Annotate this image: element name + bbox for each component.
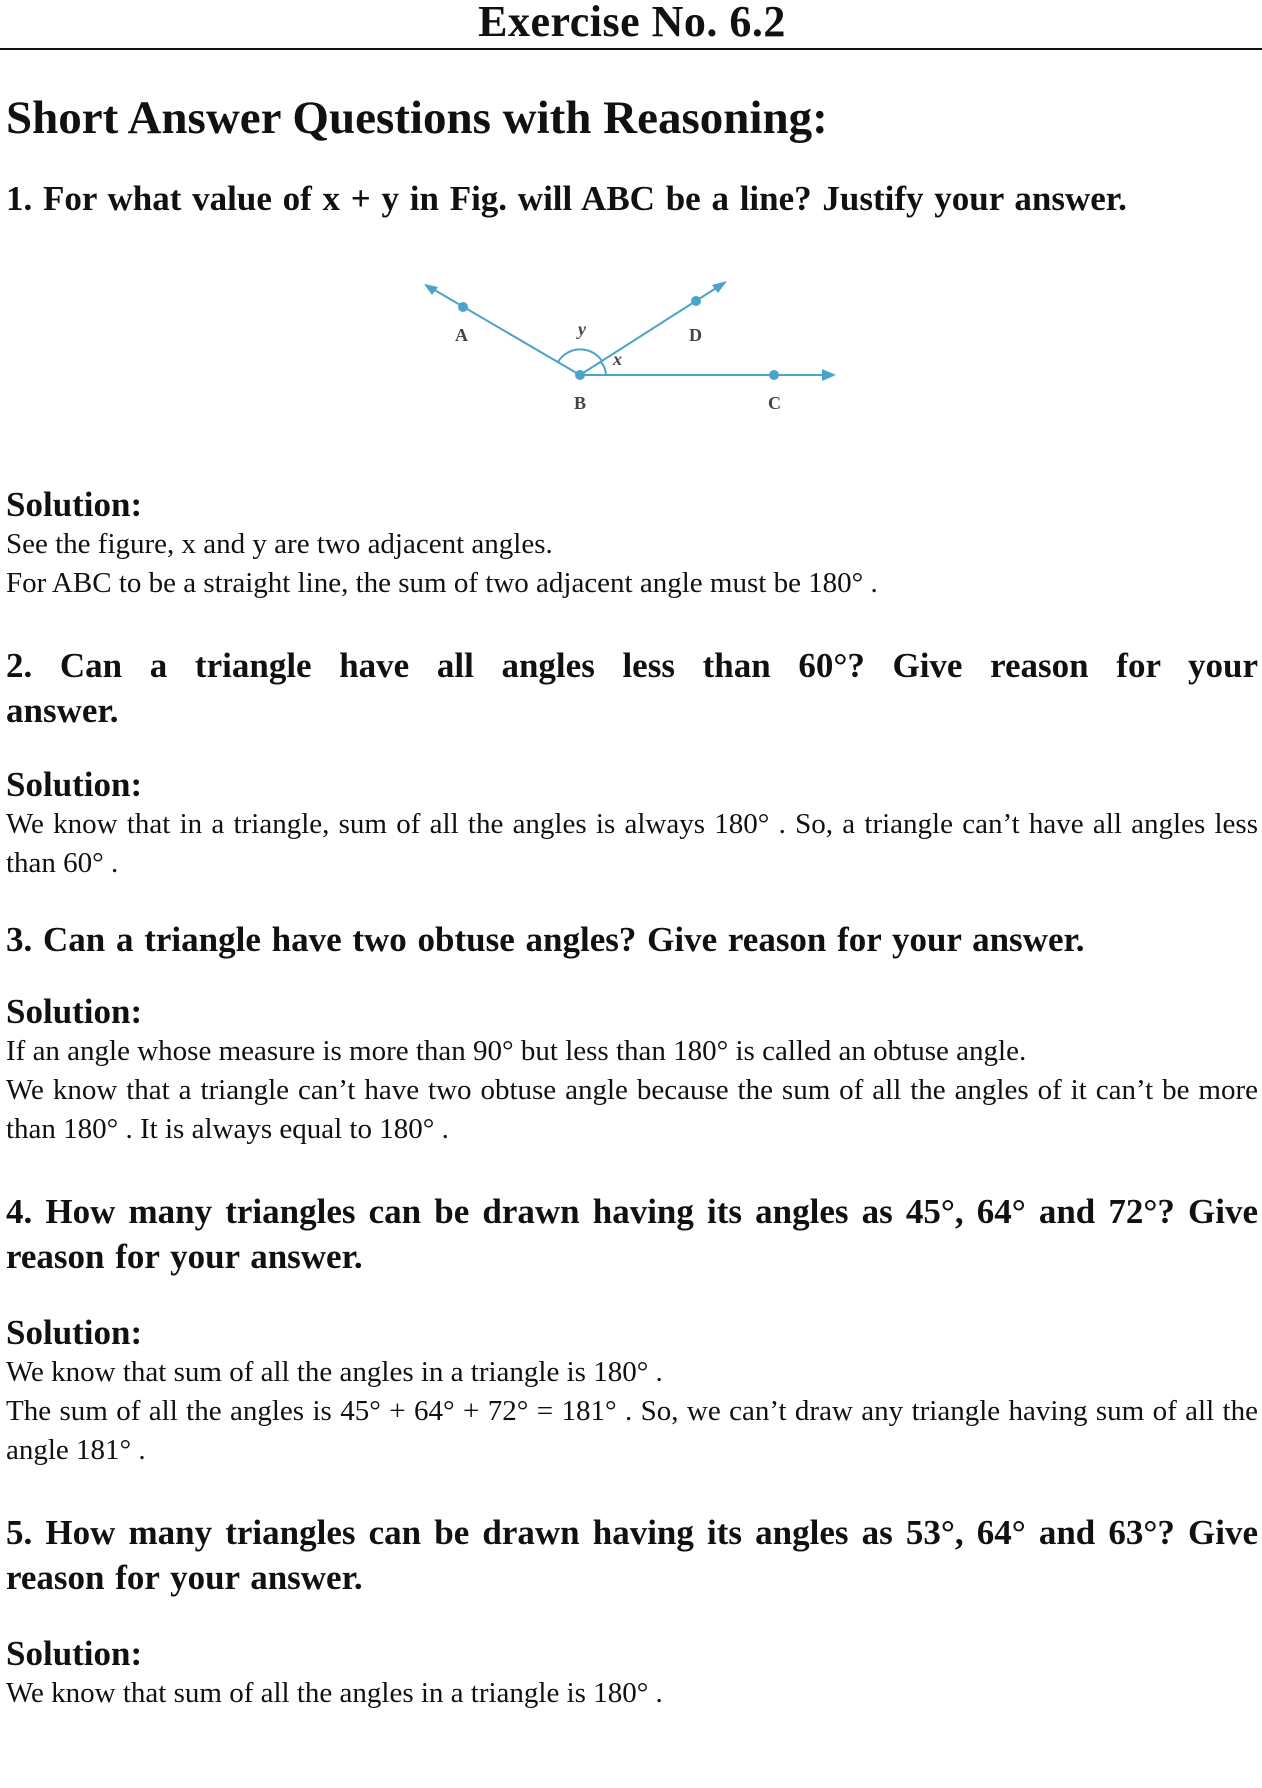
angle-figure bbox=[6, 249, 1258, 449]
solution-3-label: Solution: bbox=[6, 992, 143, 1031]
label-d: D bbox=[689, 325, 702, 345]
question-1: 1. For what value of x + y in Fig. will ABC be a line? Justify your answer. bbox=[6, 179, 1127, 218]
question-5: 5. How many triangles can be drawn having its angles as 53°, 64° and 63°? Give reason for your answer. bbox=[6, 1513, 1258, 1597]
point-b bbox=[575, 370, 585, 380]
figure-svg bbox=[6, 249, 1258, 449]
question-3: 3. Can a triangle have two obtuse angles? Give reason for your answer. bbox=[6, 920, 1085, 959]
label-a: A bbox=[455, 325, 468, 345]
arrow-d bbox=[712, 281, 727, 293]
solution-1-line-2: For ABC to be a straight line, the sum of two adjacent angle must be 180° . bbox=[6, 567, 878, 599]
solution-2-line-1: We know that in a triangle, sum of all the angles is always 180° . So, a triangle can’t have all angles less than 60° . bbox=[6, 808, 1258, 879]
label-c: C bbox=[768, 393, 781, 413]
point-a bbox=[458, 302, 468, 312]
solution-1-line-1: See the figure, x and y are two adjacent angles. bbox=[6, 528, 553, 560]
solution-1-label: Solution: bbox=[6, 485, 143, 524]
question-2: 2. Can a triangle have all angles less than 60°? Give reason for your answer. bbox=[6, 646, 1258, 730]
title-divider bbox=[0, 48, 1262, 50]
point-d bbox=[691, 296, 701, 306]
page bbox=[6, 0, 1258, 1713]
section-title: Short Answer Questions with Reasoning: bbox=[6, 92, 828, 144]
label-x: x bbox=[613, 349, 622, 369]
solution-5-label: Solution: bbox=[6, 1634, 143, 1673]
solution-5-line-1: We know that sum of all the angles in a triangle is 180° . bbox=[6, 1677, 663, 1709]
angle-y-arc bbox=[558, 349, 602, 362]
point-c bbox=[769, 370, 779, 380]
solution-4-line-1: We know that sum of all the angles in a triangle is 180° . bbox=[6, 1356, 663, 1388]
arrow-a bbox=[424, 284, 438, 295]
solution-4-label: Solution: bbox=[6, 1313, 143, 1352]
ray-ba bbox=[426, 285, 580, 375]
arrow-c bbox=[822, 369, 836, 381]
solution-4-line-2: The sum of all the angles is 45° + 64° + 72° = 181° . So, we can’t draw any triangle having sum of all the angle 181° . bbox=[6, 1395, 1258, 1466]
exercise-title: Exercise No. 6.2 bbox=[478, 0, 786, 46]
label-b: B bbox=[574, 393, 587, 413]
solution-3-line-2: We know that a triangle can’t have two obtuse angle because the sum of all the angles of it can’t be more than 180° . It is always equal to 180° . bbox=[6, 1074, 1258, 1145]
solution-3-line-1: If an angle whose measure is more than 90° but less than 180° is called an obtuse angle. bbox=[6, 1035, 1027, 1067]
angle-x-arc bbox=[601, 362, 606, 375]
label-y: y bbox=[578, 319, 586, 339]
solution-2-label: Solution: bbox=[6, 765, 143, 804]
question-4: 4. How many triangles can be drawn having its angles as 45°, 64° and 72°? Give reason for your answer. bbox=[6, 1192, 1258, 1276]
